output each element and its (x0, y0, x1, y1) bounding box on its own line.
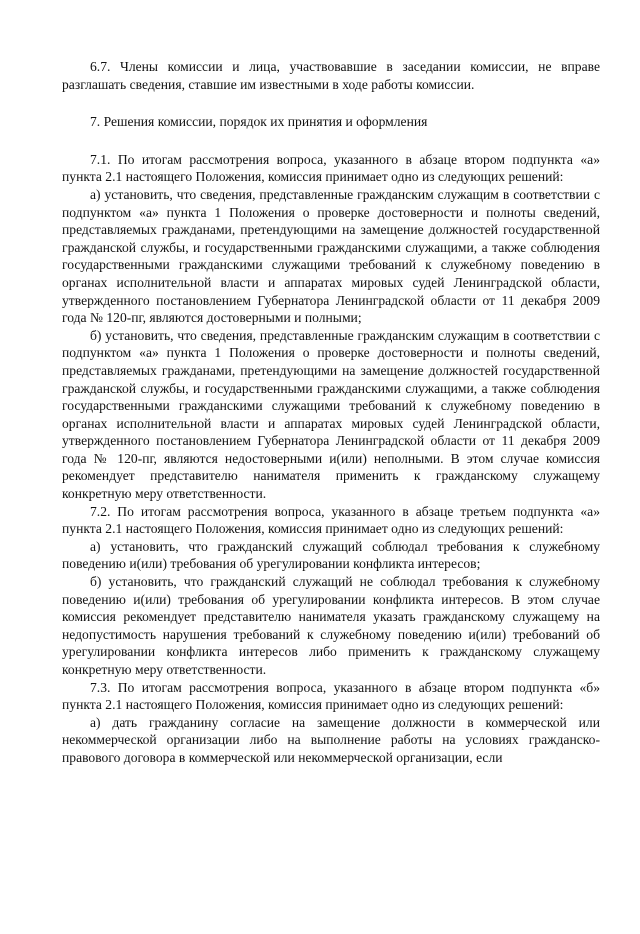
paragraph-7-3-a: а) дать гражданину согласие на замещение должности в коммерческой или некоммерческой организации либо на выполнение работы на условиях гражданско-правового договора в коммерческой или некоммерческой организации, если (62, 714, 600, 765)
section-7-heading: 7. Решения комиссии, порядок их принятия и оформления (90, 114, 428, 130)
document-body (62, 58, 600, 934)
paragraph-7-1-a: а) установить, что сведения, представленные гражданским служащим в соответствии с подпунктом «а» пункта 1 Положения о проверке достоверности и полноты сведений, представляемых гражданами, претендующими на замещение должностей государственной гражданской службы, и государственными гражданскими служащими, а также соблюдения государственными гражданскими служащими требований к служебному поведению в органах исполнительной власти и аппаратах мировых судей Ленинградской области, утвержденного постановлением Губернатора Ленинградской области от 11 декабря 2009 года № 120-пг, являются достоверными и полными; (62, 186, 600, 326)
paragraph-7-2: 7.2. По итогам рассмотрения вопроса, указанного в абзаце третьем подпункта «а» пункта 2.1 настоящего Положения, комиссия принимает одно из следующих решений: (62, 503, 600, 537)
paragraph-7-2-a: а) установить, что гражданский служащий соблюдал требования к служебному поведению и(или) требования об урегулировании конфликта интересов; (62, 538, 600, 572)
paragraph-7-1-b: б) установить, что сведения, представленные гражданским служащим в соответствии с подпунктом «а» пункта 1 Положения о проверке достоверности и полноты сведений, представляемых гражданами, претендующими на замещение должностей государственной гражданской службы, и государственными гражданскими служащими, а также соблюдения государственными гражданскими служащими требований к служебному поведению в органах исполнительной власти и аппаратах мировых судей Ленинградской области, утвержденного постановлением Губернатора Ленинградской области от 11 декабря 2009 года № 120-пг, являются недостоверными и(или) неполными. В этом случае комиссия рекомендует представителю нанимателя применить к гражданскому служащему конкретную меру ответственности. (62, 327, 600, 502)
paragraph-7-2-b: б) установить, что гражданский служащий не соблюдал требования к служебному поведению и(или) требования об урегулировании конфликта интересов. В этом случае комиссия рекомендует представителю нанимателя указать гражданскому служащему на недопустимость нарушения требований к служебному поведению и(или) требований об урегулировании конфликта интересов либо применить к гражданскому служащему конкретную меру ответственности. (62, 574, 600, 677)
paragraph-6-7: 6.7. Члены комиссии и лица, участвовавшие в заседании комиссии, не вправе разглашать сведения, ставшие им известными в ходе работы комиссии. (62, 59, 600, 92)
paragraph-7-1: 7.1. По итогам рассмотрения вопроса, указанного в абзаце втором подпункта «а» пункта 2.1 настоящего Положения, комиссия принимает одно из следующих решений: (62, 151, 600, 185)
paragraph-7-3: 7.3. По итогам рассмотрения вопроса, указанного в абзаце втором подпункта «б» пункта 2.1 настоящего Положения, комиссия принимает одно из следующих решений: (62, 679, 600, 713)
